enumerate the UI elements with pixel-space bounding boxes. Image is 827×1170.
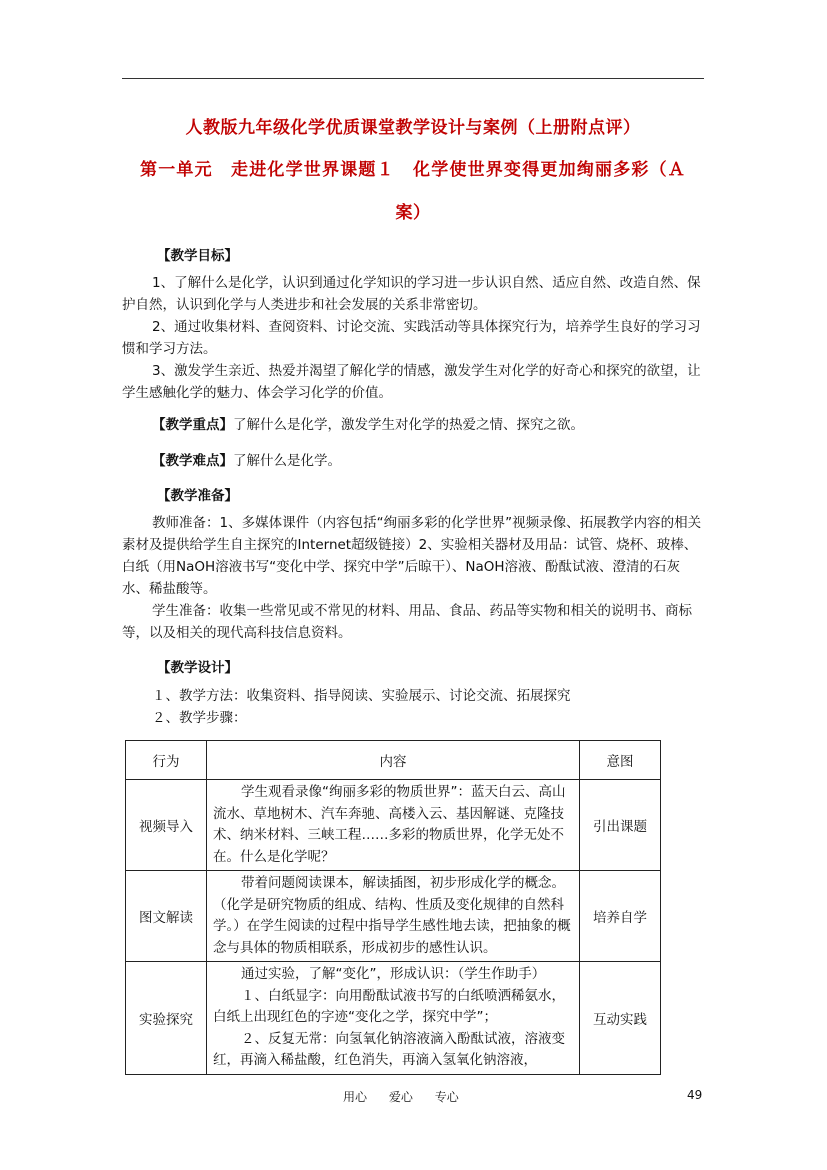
objective-item: 2、通过收集材料、查阅资料、讨论交流、实践活动等具体探究行为，培养学生良好的学习习惯和学习方法。 [122, 319, 701, 357]
preparation-heading: 【教学准备】 [157, 488, 238, 504]
purpose-cell: 互动实践 [580, 962, 661, 1075]
content-cell [207, 962, 580, 1075]
motto-word: 专心 [434, 1090, 459, 1104]
column-header: 内容 [207, 741, 580, 780]
content-cell [207, 871, 580, 962]
motto-word: 爱心 [388, 1090, 413, 1104]
content-cell [207, 780, 580, 871]
teaching-steps-label: ２、教学步骤： [152, 710, 247, 726]
motto-word: 用心 [343, 1090, 368, 1104]
action-cell: 实验探究 [126, 962, 207, 1075]
objectives-heading: 【教学目标】 [157, 248, 238, 264]
column-header: 行为 [126, 741, 207, 780]
objective-item: 3、激发学生亲近、热爱并渴望了解化学的情感，激发学生对化学的好奇心和探究的欲望，让学生感触化学的魅力、体会学习化学的价值。 [122, 363, 701, 401]
action-cell: 图文解读 [126, 871, 207, 962]
content-text: 通过实验，了解“变化”，形成认识：（学生作助手） [241, 966, 546, 982]
table-header-row [126, 741, 661, 780]
header-rule [122, 78, 704, 79]
content-text: １、白纸显字：向用酚酞试液书写的白纸喷洒稀氨水，白纸上出现红色的字迹“变化之学，探究中学”； [213, 987, 565, 1025]
table-row [126, 780, 661, 871]
content-text: 学生观看录像“绚丽多彩的物质世界”：蓝天白云、高山流水、草地树木、汽车奔驰、高楼入云、基因解谜、克隆技术、纳米材料、三峡工程……多彩的物质世界，化学无处不在。什么是化学呢？ [213, 784, 566, 865]
key-point [122, 414, 704, 436]
lesson-title-continued: 案） [395, 203, 431, 223]
lesson-title: 第一单元 走进化学世界课题１ 化学使世界变得更加绚丽多彩（Ａ [140, 160, 686, 180]
difficulty [122, 450, 704, 472]
preparation-body [122, 512, 704, 644]
objective-item: 1、了解什么是化学，认识到通过化学知识的学习进一步认识自然、适应自然、改造自然、保护自然，认识到化学与人类进步和社会发展的关系非常密切。 [122, 275, 701, 313]
objectives-list [122, 272, 704, 404]
purpose-cell: 引出课题 [580, 780, 661, 871]
content-text: ２、反复无常：向氢氧化钠溶液滴入酚酞试液，溶液变红，再滴入稀盐酸，红色消失，再滴入氢氧化钠溶液， [213, 1030, 565, 1068]
teaching-method: １、教学方法：收集资料、指导阅读、实验展示、讨论交流、拓展探究 [152, 688, 571, 704]
design-body [122, 685, 704, 729]
design-heading: 【教学设计】 [157, 660, 238, 676]
footer-motto [343, 1088, 477, 1105]
key-point-text: 了解什么是化学，激发学生对化学的热爱之情、探究之欲。 [233, 417, 584, 433]
student-preparation: 学生准备：收集一些常见或不常见的材料、用品、食品、药品等实物和相关的说明书、商标等，以及相关的现代高科技信息资料。 [122, 603, 692, 641]
difficulty-label: 【教学难点】 [152, 453, 233, 469]
table-row [126, 962, 661, 1075]
teacher-preparation: 教师准备：1、多媒体课件（内容包括“绚丽多彩的化学世界”视频录像、拓展教学内容的相关素材及提供给学生自主探究的Internet超级链接）2、实验相关器材及用品：试管、烧杯、玻棒、白纸（用NaOH溶液书写“变化中学、探究中学”后晾干）、NaOH溶液、酚酞试液、澄清的石灰水、稀盐酸等。 [122, 515, 702, 597]
content-text: 带着问题阅读课本，解读插图，初步形成化学的概念。（化学是研究物质的组成、结构、性质及变化规律的自然科学。）在学生阅读的过程中指导学生感性地去读，把抽象的概念与具体的物质相联系，形成初步的感性认识。 [213, 875, 571, 956]
key-point-label: 【教学重点】 [152, 417, 233, 433]
teaching-steps-table [125, 740, 661, 1075]
action-cell: 视频导入 [126, 780, 207, 871]
document-title: 人教版九年级化学优质课堂教学设计与案例（上册附点评） [185, 118, 641, 138]
purpose-cell: 培养自学 [580, 871, 661, 962]
difficulty-text: 了解什么是化学。 [233, 453, 341, 469]
table-row [126, 871, 661, 962]
column-header: 意图 [580, 741, 661, 780]
page-number: 49 [687, 1088, 703, 1102]
